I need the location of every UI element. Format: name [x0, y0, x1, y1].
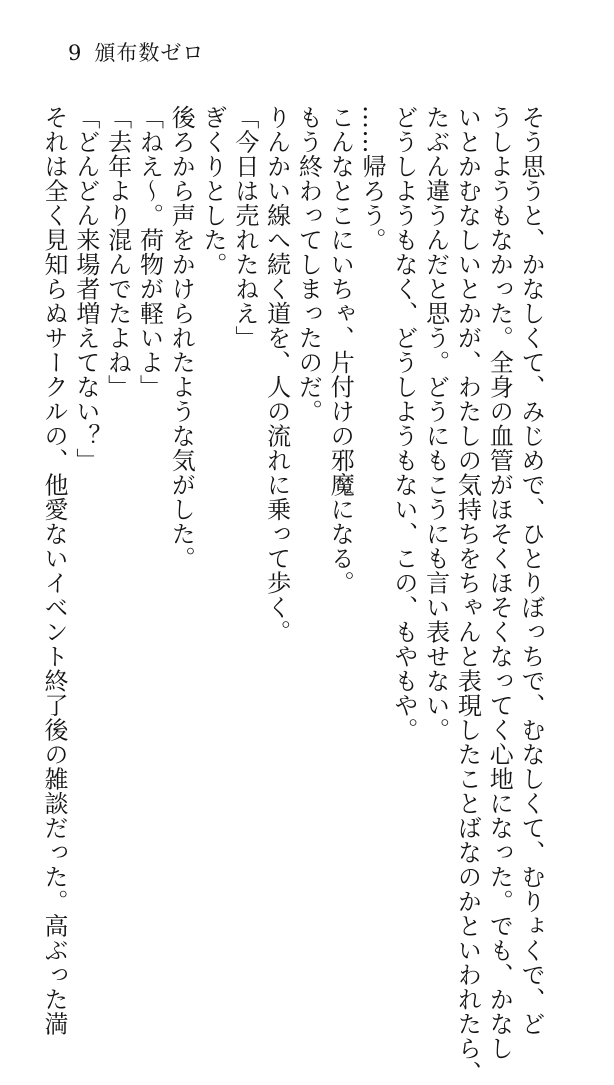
page-number: 9 — [68, 41, 83, 65]
text-line: そう思うと、かなしくて、みじめで、ひとりぼっちで、むなしくて、むりょくで、ど — [517, 105, 545, 1036]
running-head — [68, 38, 204, 68]
text-line: それは全く見知らぬサークルの、他愛ないイベント終了後の雑談だった。高ぶった満 — [40, 105, 69, 1036]
text-line: うしようもなかった。全身の血管がほそくほそくなってく心地になった。でも、かなし — [485, 105, 514, 1061]
text-line: もう終わってしまったのだ。 — [294, 105, 323, 424]
text-line: 「去年より混んでたよね」 — [103, 105, 132, 399]
text-line: たぶん違うんだと思う。どうにもこうにも言い表せない。 — [421, 105, 450, 742]
text-line: 「どんどん来場者増えてない？」 — [71, 105, 100, 473]
text-line: りんかい線へ続く道を、人の流れに乗って歩く。 — [262, 105, 291, 644]
text-line: こんなとこにいちゃ、片付けの邪魔になる。 — [326, 105, 355, 595]
text-line: どうしようもなく、どうしようもない、この、もやもや。 — [389, 105, 418, 742]
text-line: 「今日は売れたねえ」 — [230, 105, 259, 350]
text-line: いとかむなしいとかが、わたしの気持ちをちゃんと表現したことばなのかといわれたら、 — [453, 105, 482, 1085]
chapter-title: 頒布数ゼロ — [94, 41, 205, 65]
text-line: ……帰ろう。 — [358, 105, 387, 252]
text-line: 「ねえ～。荷物が軽いよ」 — [135, 105, 164, 399]
text-line: ぎくりとした。 — [199, 105, 228, 277]
text-line: 後ろから声をかけられたような気がした。 — [167, 105, 196, 571]
vertical-body-text — [40, 105, 546, 1085]
